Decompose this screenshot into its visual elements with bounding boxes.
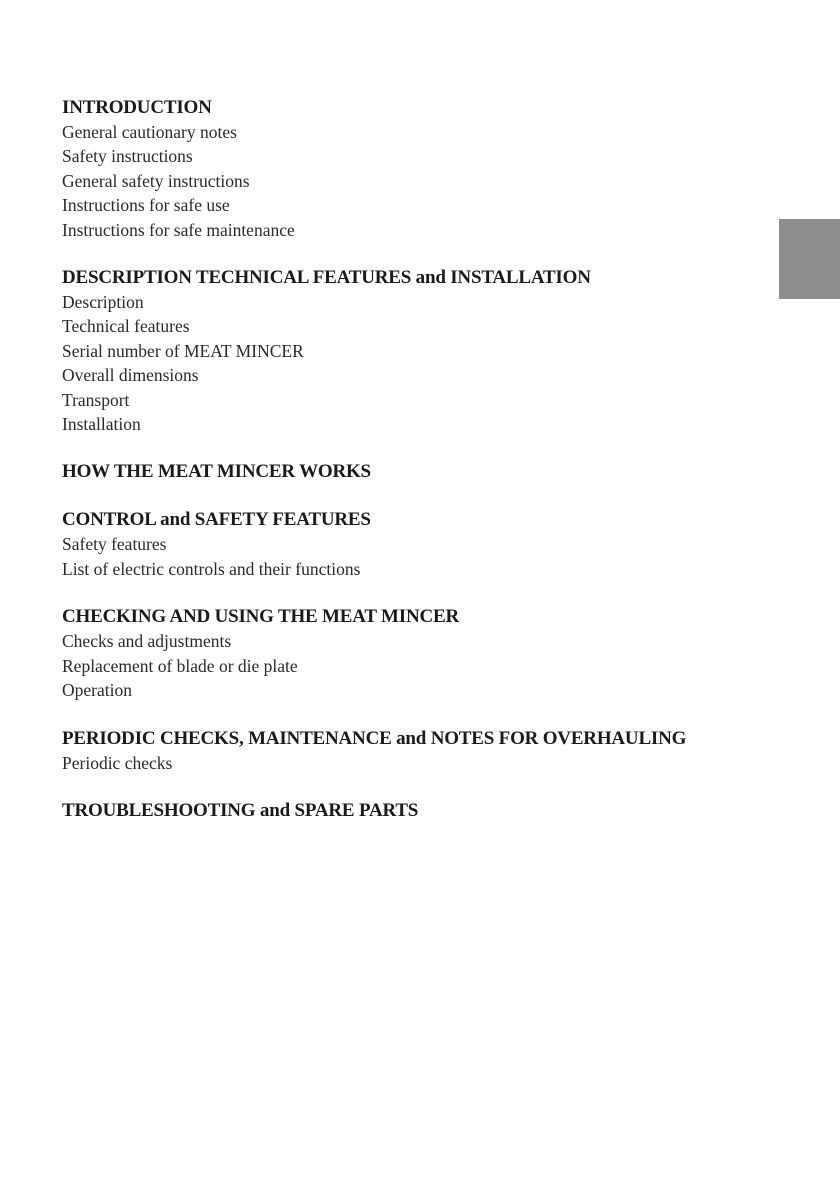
toc-section-periodic xyxy=(62,727,822,775)
section-title[interactable]: PERIODIC CHECKS, MAINTENANCE and NOTES FOR OVERHAULING xyxy=(62,727,687,749)
toc-item[interactable]: Technical features xyxy=(62,316,190,337)
section-title[interactable]: DESCRIPTION TECHNICAL FEATURES and INSTALLATION xyxy=(62,267,591,289)
toc-section-description xyxy=(62,266,822,436)
toc-item[interactable]: General cautionary notes xyxy=(62,122,237,142)
toc-item[interactable]: Overall dimensions xyxy=(62,365,199,386)
section-title[interactable]: CONTROL and SAFETY FEATURES xyxy=(62,509,371,531)
toc-item[interactable]: Safety features xyxy=(62,534,167,555)
toc-item[interactable]: Checks and adjustments xyxy=(62,631,232,652)
toc-section-how-it-works xyxy=(62,460,822,484)
section-title[interactable]: CHECKING AND USING THE MEAT MINCER xyxy=(62,606,460,628)
toc-section-troubleshooting xyxy=(62,799,822,823)
section-title[interactable]: HOW THE MEAT MINCER WORKS xyxy=(62,461,371,483)
toc-item[interactable]: Instructions for safe use xyxy=(62,195,230,216)
toc-item[interactable]: Transport xyxy=(62,389,130,410)
toc-item[interactable]: Installation xyxy=(62,414,141,435)
section-title[interactable]: TROUBLESHOOTING and SPARE PARTS xyxy=(62,799,419,821)
table-of-contents xyxy=(62,96,822,847)
toc-item[interactable]: Operation xyxy=(62,680,132,701)
toc-item[interactable]: Replacement of blade or die plate xyxy=(62,655,298,676)
toc-item[interactable]: Safety instructions xyxy=(62,146,193,167)
toc-section-checking xyxy=(62,605,822,702)
section-title[interactable]: INTRODUCTION xyxy=(62,97,212,118)
toc-section-controls xyxy=(62,508,822,581)
toc-item[interactable]: Description xyxy=(62,292,144,313)
toc-item[interactable]: Serial number of MEAT MINCER xyxy=(62,340,304,361)
toc-item[interactable]: General safety instructions xyxy=(62,170,250,191)
toc-section-introduction xyxy=(62,96,822,242)
toc-item[interactable]: Instructions for safe maintenance xyxy=(62,219,295,240)
toc-item[interactable]: Periodic checks xyxy=(62,752,173,773)
toc-item[interactable]: List of electric controls and their functions xyxy=(62,558,361,579)
